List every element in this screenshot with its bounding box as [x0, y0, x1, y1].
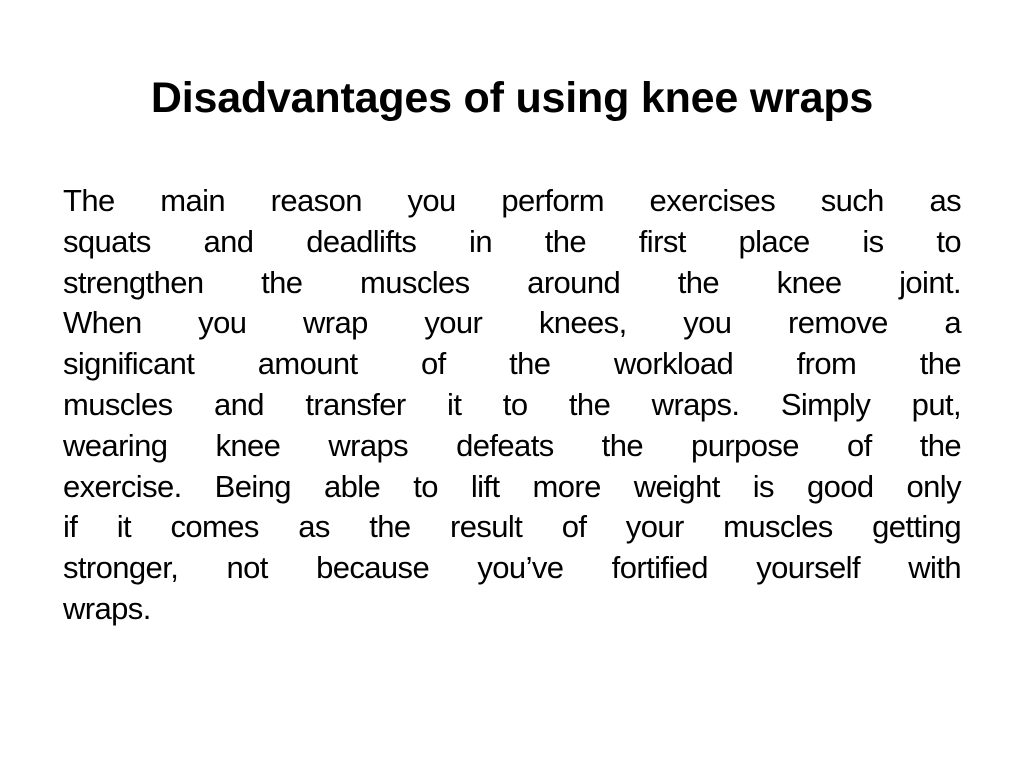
body-line: stronger, not because you’ve fortified yourself with — [63, 550, 961, 586]
body-line: The main reason you perform exercises such as — [63, 183, 961, 218]
body-line: strengthen the muscles around the knee joint. — [63, 264, 961, 300]
slide-body-paragraph — [63, 181, 961, 630]
body-line: if it comes as the result of your muscles getting — [63, 509, 961, 545]
body-line: wearing knee wraps defeats the purpose of the — [63, 427, 961, 463]
body-line: squats and deadlifts in the first place is to — [63, 223, 961, 259]
body-line: wraps. — [63, 590, 151, 626]
body-line: significant amount of the workload from the — [63, 346, 961, 382]
body-line: exercise. Being able to lift more weight is good only — [63, 468, 961, 504]
body-line: When you wrap your knees, you remove a — [63, 305, 961, 341]
body-line: muscles and transfer it to the wraps. Simply put, — [63, 386, 961, 422]
slide-title: Disadvantages of using knee wraps — [150, 74, 874, 122]
